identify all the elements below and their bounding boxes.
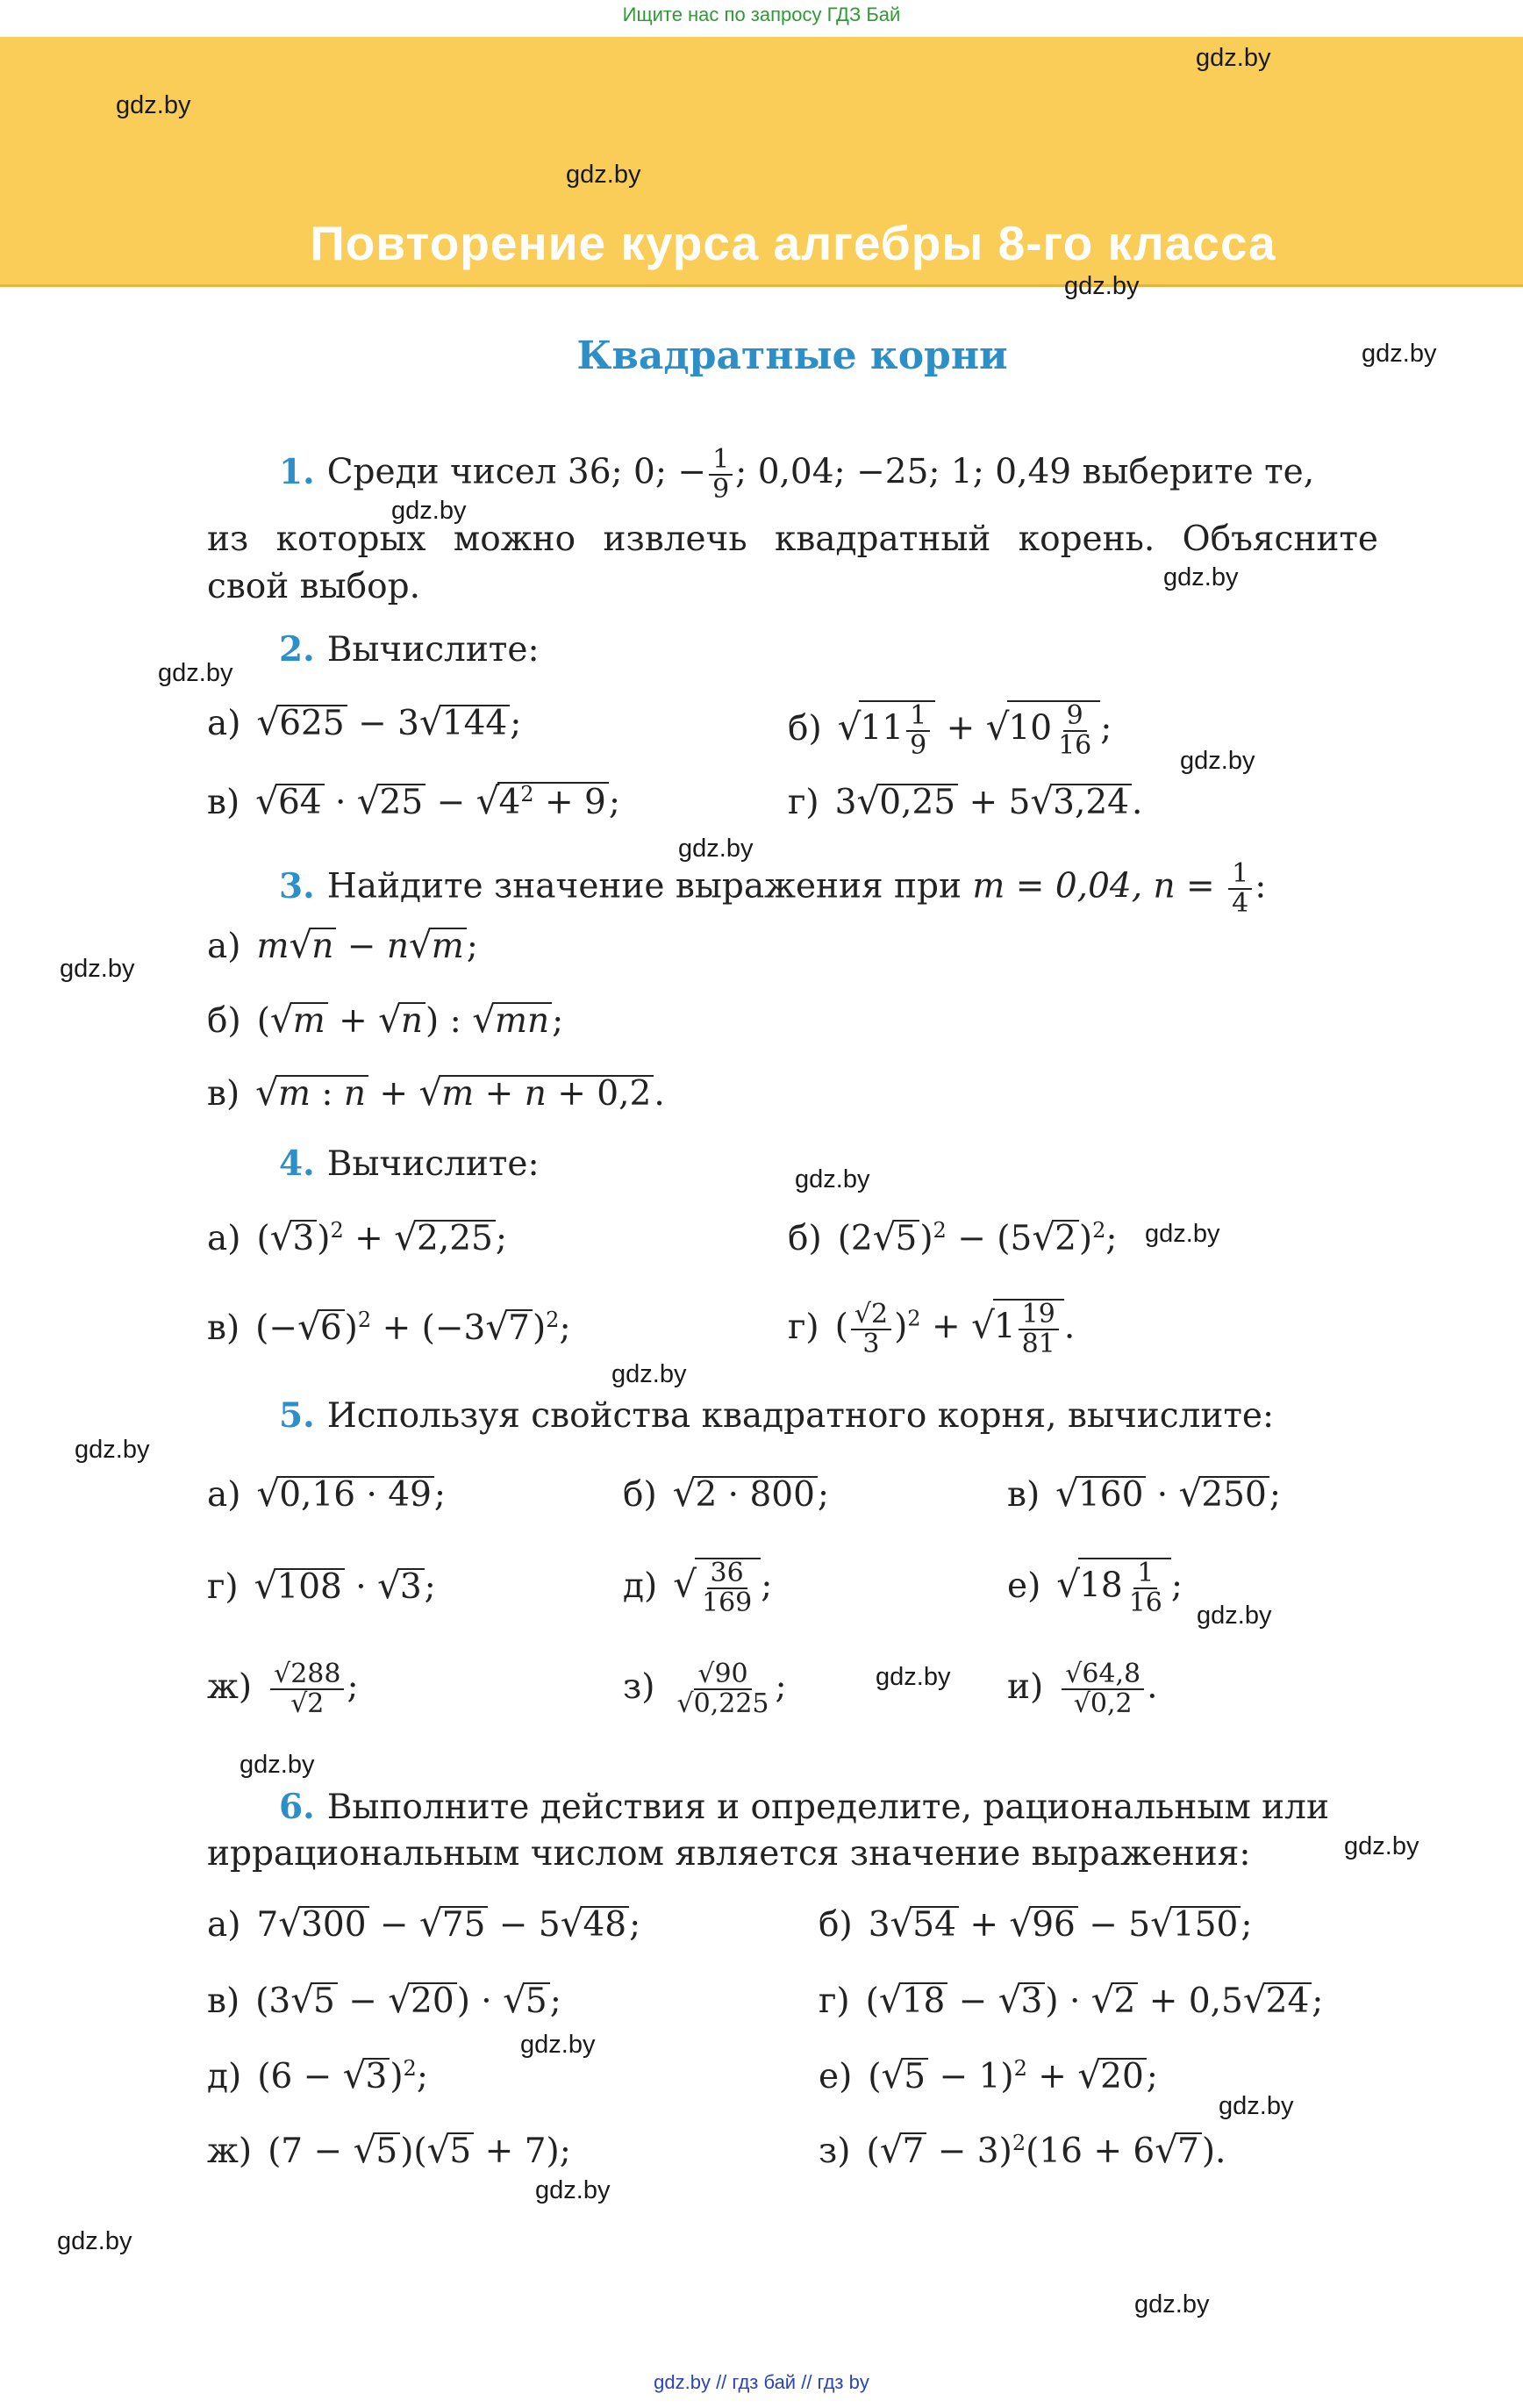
problem-3b: б) (√m + √n) : √mn; bbox=[207, 998, 564, 1041]
watermark: gdz.by bbox=[116, 91, 191, 119]
watermark: gdz.by bbox=[391, 497, 467, 525]
watermark: gdz.by bbox=[520, 2031, 596, 2059]
watermark: gdz.by bbox=[1163, 563, 1239, 591]
problem-1-line-2: из которых можно извлечь квадратный корень. Объясните bbox=[207, 520, 1378, 559]
problem-2v: в) $√64 \cdot √25 - √4^2 + 9$; bbox=[207, 779, 620, 822]
problem-6d: д) $(6 - √3)^2$; bbox=[207, 2053, 428, 2096]
problem-4b: б) $(2√5)^2 - (5√2)^2$; bbox=[788, 1215, 1118, 1258]
problem-2-title: 2. Вычислите: bbox=[279, 629, 540, 670]
problem-5a: а) √0,16 · 49; bbox=[207, 1472, 447, 1515]
footer-links: gdz.by // гдз бай // гдз by bbox=[654, 2371, 869, 2393]
watermark: gdz.by bbox=[611, 1360, 687, 1388]
watermark: gdz.by bbox=[678, 835, 754, 863]
watermark: gdz.by bbox=[1145, 1220, 1220, 1248]
watermark: gdz.by bbox=[1197, 1602, 1272, 1630]
banner-title: Повторение курса алгебры 8-го класса bbox=[310, 216, 1276, 270]
problem-6g: г) (√18 − √3) · √2 + 0,5√24; bbox=[819, 1978, 1324, 2021]
top-note: Ищите нас по запросу ГДЗ Бай bbox=[622, 4, 901, 25]
watermark: gdz.by bbox=[158, 659, 233, 687]
watermark: gdz.by bbox=[1362, 340, 1437, 368]
problem-2a: а) √625 − 3√144; bbox=[207, 700, 522, 743]
problem-6-line-2: иррациональным числом является значение выражения: bbox=[207, 1834, 1251, 1874]
problem-6-line-1: 6. Выполните действия и определите, рациональным или bbox=[279, 1787, 1329, 1827]
problem-2g: г) 3√0,25 + 5√3,24. bbox=[788, 779, 1143, 822]
problem-5z: з) $\frac{√90}{√0,225}$ ; bbox=[623, 1659, 787, 1719]
watermark: gdz.by bbox=[75, 1436, 150, 1464]
problem-5e: е) √18 $\frac{1}{16}$ ; bbox=[1007, 1558, 1183, 1618]
problem-4a: а) $(√3)^2 + √2,25$; bbox=[207, 1215, 508, 1258]
problem-6v: в) (3√5 − √20) · √5; bbox=[207, 1978, 561, 2021]
watermark: gdz.by bbox=[1064, 272, 1140, 300]
problem-5b: б) √2 · 800; bbox=[623, 1472, 830, 1515]
watermark: gdz.by bbox=[1196, 44, 1271, 72]
problem-1-line-1: 1. Среди чисел 36; 0; − $\frac{1}{9}$ ; 0,04; −25; 1; 0,49 выберите те, bbox=[279, 444, 1315, 505]
watermark: gdz.by bbox=[60, 955, 135, 983]
problem-1-line-3: свой выбор. bbox=[207, 567, 420, 606]
problem-3v: в) √m : n + √m + n + 0,2. bbox=[207, 1071, 665, 1114]
problem-4-title: 4. Вычислите: bbox=[279, 1143, 540, 1184]
problem-4g: г) ( $\frac{√2}{3}$ )$^2$ + √1 $\frac{19}{81}$ . bbox=[788, 1299, 1076, 1359]
watermark: gdz.by bbox=[566, 161, 641, 189]
problem-4v: в) $(-√6)^2 + (-3√7)^2$; bbox=[207, 1305, 571, 1348]
problem-5v: в) √160 · √250; bbox=[1007, 1472, 1281, 1515]
watermark: gdz.by bbox=[1219, 2092, 1294, 2120]
watermark: gdz.by bbox=[795, 1165, 870, 1193]
problem-number: 1. bbox=[279, 451, 315, 492]
problem-6zh: ж) (7 − √5)(√5 + 7); bbox=[207, 2128, 571, 2171]
problem-6z: з) $(√7 - 3)^2(16 + 6√7)$. bbox=[819, 2128, 1226, 2171]
watermark: gdz.by bbox=[535, 2176, 611, 2204]
problem-2b: б) √11 $\frac{1}{9}$ + √10 $\frac{9}{16}$ ; bbox=[788, 700, 1112, 761]
watermark: gdz.by bbox=[1134, 2290, 1210, 2318]
problem-6e: е) $(√5 - 1)^2 + √20$; bbox=[819, 2053, 1158, 2096]
section-title: Квадратные корни bbox=[576, 333, 1008, 378]
problem-3-title: 3. Найдите значение выражения при m = 0,04, n = $\frac{1}{4}$ : bbox=[279, 858, 1267, 919]
watermark: gdz.by bbox=[1180, 747, 1255, 775]
problem-5g: г) √108 · √3; bbox=[207, 1564, 436, 1607]
watermark: gdz.by bbox=[1344, 1832, 1419, 1860]
watermark: gdz.by bbox=[57, 2227, 132, 2255]
problem-5zh: ж) $\frac{√288}{√2}$ ; bbox=[207, 1659, 359, 1719]
problem-5i: и) $\frac{√64,8}{√0,2}$ . bbox=[1007, 1659, 1158, 1719]
problem-5d: д) √ $\frac{36}{169}$ ; bbox=[623, 1558, 773, 1618]
watermark: gdz.by bbox=[240, 1751, 315, 1779]
problem-5-title: 5. Используя свойства квадратного корня, вычислите: bbox=[279, 1395, 1275, 1436]
problem-6b: б) 3√54 + √96 − 5√150; bbox=[819, 1902, 1253, 1945]
problem-6a: а) 7√300 − √75 − 5√48; bbox=[207, 1902, 641, 1945]
watermark: gdz.by bbox=[876, 1663, 951, 1691]
problem-3a: а) m√n − n√m; bbox=[207, 923, 478, 966]
